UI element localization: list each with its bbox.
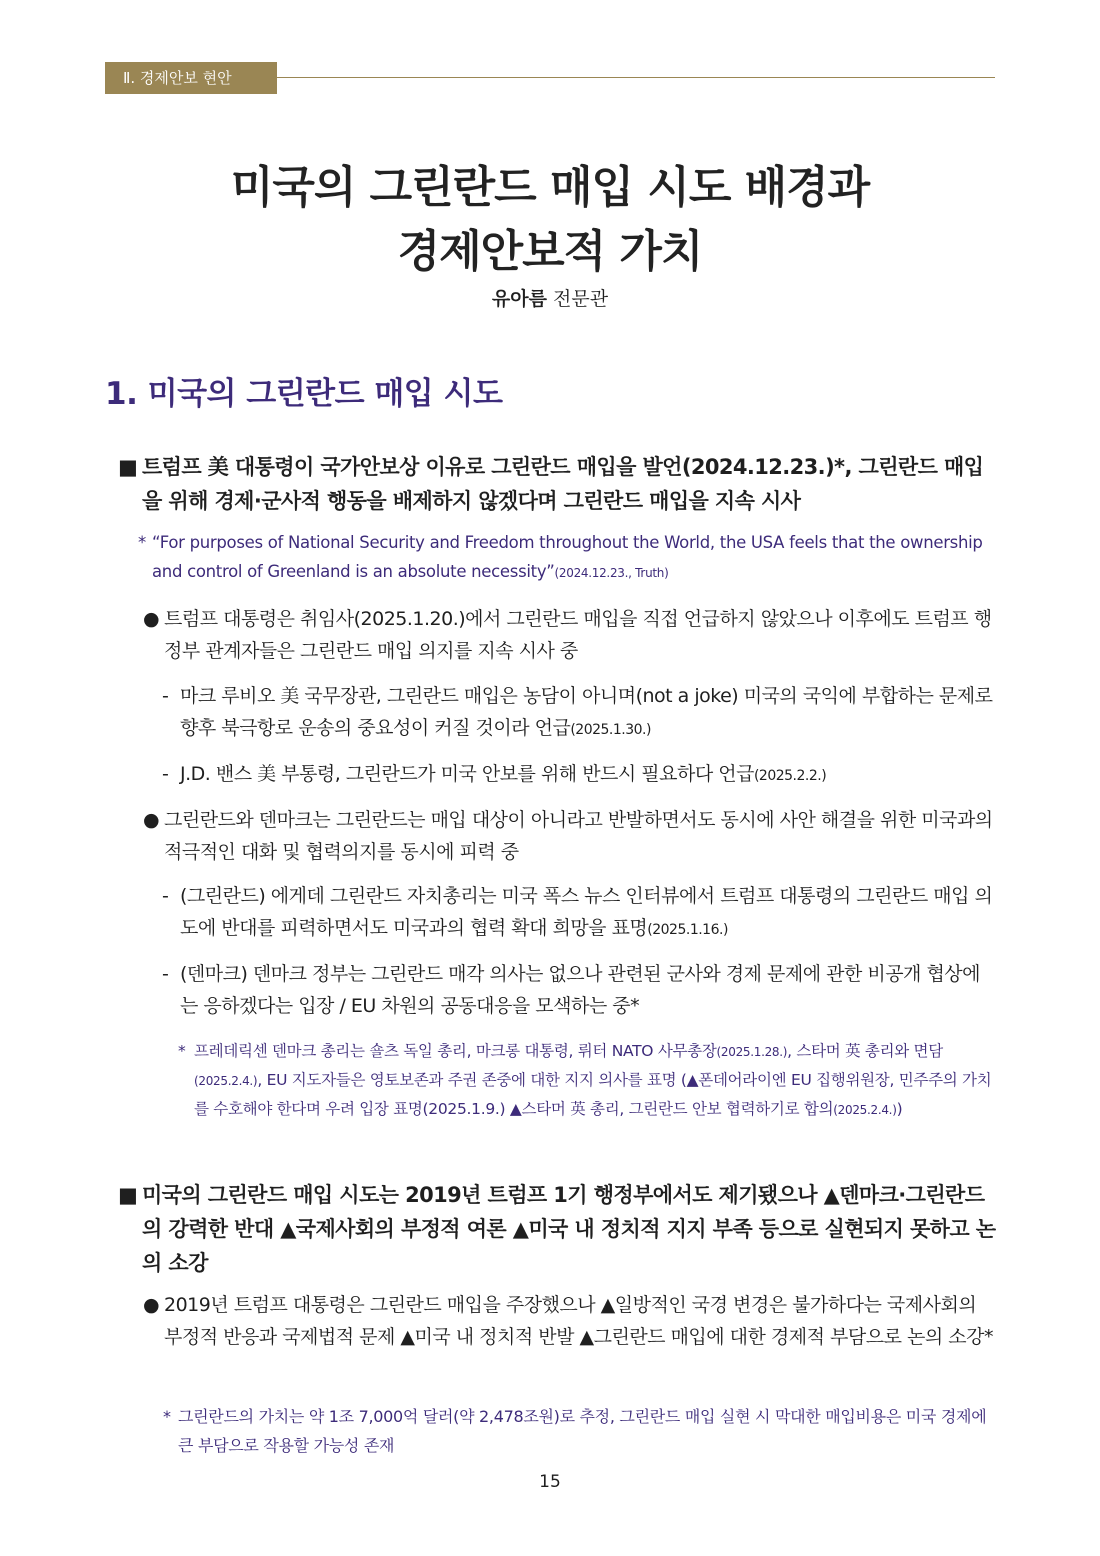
square-bullet-icon: ■ xyxy=(118,455,138,479)
quote-text: “For purposes of National Security and Freedom throughout the World, the USA feels that the ownership and control of Greenland is an absolute necessity” xyxy=(152,533,983,581)
dash-bullet-icon: - xyxy=(162,963,169,985)
bullet-1-sub-1: 트럼프 대통령은 취임사(2025.1.20.)에서 그린란드 매입을 직접 언급하지 않았으나 이후에도 트럼프 행정부 관계자들은 그린란드 매입 의지를 지속 시사 중 xyxy=(164,608,992,662)
bullet-1-sub-2b: (덴마크) 덴마크 정부는 그린란드 매각 의사는 없으나 관련된 군사와 경제 문제에 관한 비공개 협상에는 응하겠다는 입장 / EU 차원의 공동대응을 모색하는 중* xyxy=(180,963,981,1017)
square-bullet-icon: ■ xyxy=(118,1183,138,1207)
sub-1b-date: (2025.2.2.) xyxy=(753,768,827,784)
sub-1a-text: 마크 루비오 美 국무장관, 그린란드 매입은 농담이 아니며(not a joke) 미국의 국익에 부합하는 문제로 향후 북극항로 운송의 중요성이 커질 것이라 언급 xyxy=(180,685,993,739)
author-line xyxy=(0,284,1100,311)
author-role: 전문관 xyxy=(553,288,609,310)
bullet-1-text: 트럼프 美 대통령이 국가안보상 이유로 그린란드 매입을 발언(2024.12.23.)*, 그린란드 매입을 위해 경제·군사적 행동을 배제하지 않겠다며 그린란드 매입을 지속 시사 xyxy=(142,455,984,513)
bullet-1-sub-2a xyxy=(180,880,997,946)
title-line-2: 경제안보적 가치 xyxy=(397,226,703,277)
footnote-marker: * xyxy=(163,1407,171,1426)
bullet-2-note: 그린란드의 가치는 약 1조 7,000억 달러(약 2,478조원)로 추정, 그린란드 매입 실현 시 막대한 매입비용은 미국 경제에 큰 부담으로 작용할 가능성 존재 xyxy=(178,1407,987,1455)
note-date-2: (2025.2.4.) xyxy=(194,1074,258,1088)
sub-1b-text: J.D. 밴스 美 부통령, 그린란드가 미국 안보를 위해 반드시 필요하다 언급 xyxy=(180,763,754,785)
page-title xyxy=(0,156,1100,284)
dot-bullet-icon: ● xyxy=(143,1294,160,1316)
bullet-1-sub-2: 그린란드와 덴마크는 그린란드는 매입 대상이 아니라고 반발하면서도 동시에 사안 해결을 위한 미국과의 적극적인 대화 및 협력의지를 동시에 피력 중 xyxy=(164,809,993,863)
section-tag: Ⅱ. 경제안보 현안 xyxy=(105,62,277,94)
dash-bullet-icon: - xyxy=(162,763,169,785)
sub-2a-date: (2025.1.16.) xyxy=(647,922,728,938)
page-number: 15 xyxy=(539,1472,561,1492)
footnote-marker: * xyxy=(178,1042,186,1060)
author-name: 유아름 xyxy=(491,288,547,310)
bullet-1-sub-1b xyxy=(180,758,997,792)
bullet-2-text: 미국의 그린란드 매입 시도는 2019년 트럼프 1기 행정부에서도 제기됐으나 ▲덴마크·그린란드의 강력한 반대 ▲국제사회의 부정적 여론 ▲미국 내 정치적 지지 부족 등으로 실현되지 못하고 논의 소강 xyxy=(142,1183,996,1275)
note-date-3: (2025.2.4.) xyxy=(833,1103,897,1117)
dot-bullet-icon: ● xyxy=(143,809,160,831)
dash-bullet-icon: - xyxy=(162,885,169,907)
quote-source: (2024.12.23., Truth) xyxy=(554,566,669,580)
title-line-1: 미국의 그린란드 매입 시도 배경과 xyxy=(230,162,870,213)
header-rule xyxy=(277,77,995,78)
dot-bullet-icon: ● xyxy=(143,608,160,630)
bullet-1-sub-2b-note xyxy=(194,1037,997,1124)
note-date-1: (2025.1.28.) xyxy=(716,1045,788,1059)
bullet-1-note xyxy=(152,528,997,588)
note-part-2: , 스타머 英 총리와 면담 xyxy=(787,1042,943,1060)
sub-1a-date: (2025.1.30.) xyxy=(570,722,651,738)
section-heading: 1. 미국의 그린란드 매입 시도 xyxy=(105,376,503,412)
sub-2a-text: (그린란드) 에게데 그린란드 자치총리는 미국 폭스 뉴스 인터뷰에서 트럼프 대통령의 그린란드 매입 의도에 반대를 피력하면서도 미국과의 협력 확대 희망을 표명 xyxy=(180,885,993,939)
bullet-1-sub-1a xyxy=(180,680,997,746)
dash-bullet-icon: - xyxy=(162,685,169,707)
footnote-marker: * xyxy=(138,533,146,552)
note-part-3: , EU 지도자들은 영토보존과 주권 존중에 대한 지지 의사를 표명 (▲폰데어라이엔 EU 집행위원장, 민주주의 가치를 수호해야 한다며 우려 입장 표명(2025.1.9.) ▲스타머 英 총리, 그린란드 안보 협력하기로 합의 xyxy=(194,1071,992,1118)
bullet-2-sub-1: 2019년 트럼프 대통령은 그린란드 매입을 주장했으나 ▲일방적인 국경 변경은 불가하다는 국제사회의 부정적 반응과 국제법적 문제 ▲미국 내 정치적 반발 ▲그린란드 매입에 대한 경제적 부담으로 논의 소강* xyxy=(164,1294,993,1348)
note-part-4: ) xyxy=(896,1100,903,1118)
section-header xyxy=(105,62,995,94)
note-part-1: 프레데릭센 덴마크 총리는 숄츠 독일 총리, 마크롱 대통령, 뤼터 NATO 사무총장 xyxy=(194,1042,717,1060)
